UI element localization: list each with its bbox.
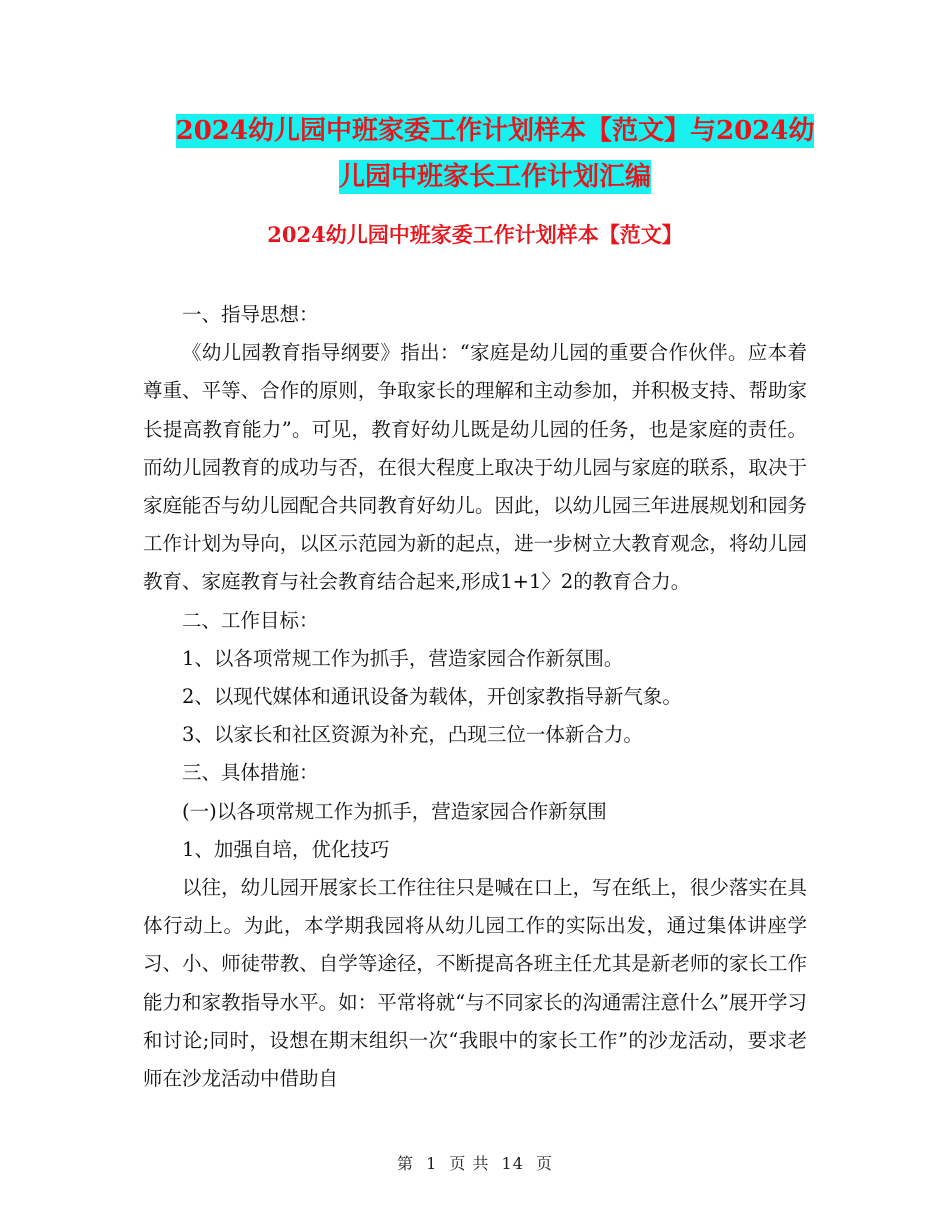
main-title-line-2: 儿园中班家长工作计划汇编 [338,162,651,192]
page-footer [0,1152,950,1176]
main-title [150,108,840,200]
footer-middle: 页 共 [449,1154,490,1173]
subheading-measure-1: (一)以各项常规工作为抓手，营造家园合作新氛围 [182,799,607,823]
goal-item-1: 1、以各项常规工作为抓手，营造家园合作新氛围。 [182,646,624,670]
goal-item-3: 3、以家长和社区资源为补充，凸现三位一体新合力。 [182,723,643,747]
heading-work-goals: 二、工作目标： [182,608,319,632]
paragraph-self-training: 以往，幼儿园开展家长工作往往只是喊在口上，写在纸上，很少落实在具体行动上。为此，本学期我园将从幼儿园工作的实际出发，通过集体讲座学习、小、师徒带教、自学等途径，不断提高各班主任尤其是新老师的家长工作能力和家教指导水平。如：平常将就“与不同家长的沟通需注意什么”展开学习和讨论;同时，设想在期末组织一次“我眼中的家长工作”的沙龙活动，要求老师在沙龙活动中借助自 [143,876,807,1091]
section-title: 2024幼儿园中班家委工作计划样本【范文】 [267,222,683,247]
subheading-self-training: 1、加强自培，优化技巧 [182,837,390,861]
main-title-line-1: 2024幼儿园中班家委工作计划样本【范文】与2024幼 [175,116,815,146]
footer-total-pages: 14 [501,1154,524,1173]
footer-prefix: 第 [396,1154,414,1173]
footer-page-number: 1 [426,1154,438,1173]
heading-guiding-ideology: 一、指导思想： [182,303,319,326]
paragraph-guiding-ideology: 《幼儿园教育指导纲要》指出：“家庭是幼儿园的重要合作伙伴。应本着尊重、平等、合作的原则，争取家长的理解和主动参加，并积极支持、帮助家长提高教育能力”。可见，教育好幼儿既是幼儿园的任务，也是家庭的责任。而幼儿园教育的成功与否，在很大程度上取决于幼儿园与家庭的联系，取决于家庭能否与幼儿园配合共同教育好幼儿。因此，以幼儿园三年进展规划和园务工作计划为导向，以区示范园为新的起点，进一步树立大教育观念，将幼儿园教育、家庭教育与社会教育结合起来,形成1+1〉2的教育合力。 [143,341,807,594]
goal-item-2: 2、以现代媒体和通讯设备为载体，开创家教指导新气象。 [182,685,682,709]
footer-suffix: 页 [536,1154,554,1173]
body-text [143,296,807,1098]
heading-specific-measures: 三、具体措施： [182,761,319,785]
